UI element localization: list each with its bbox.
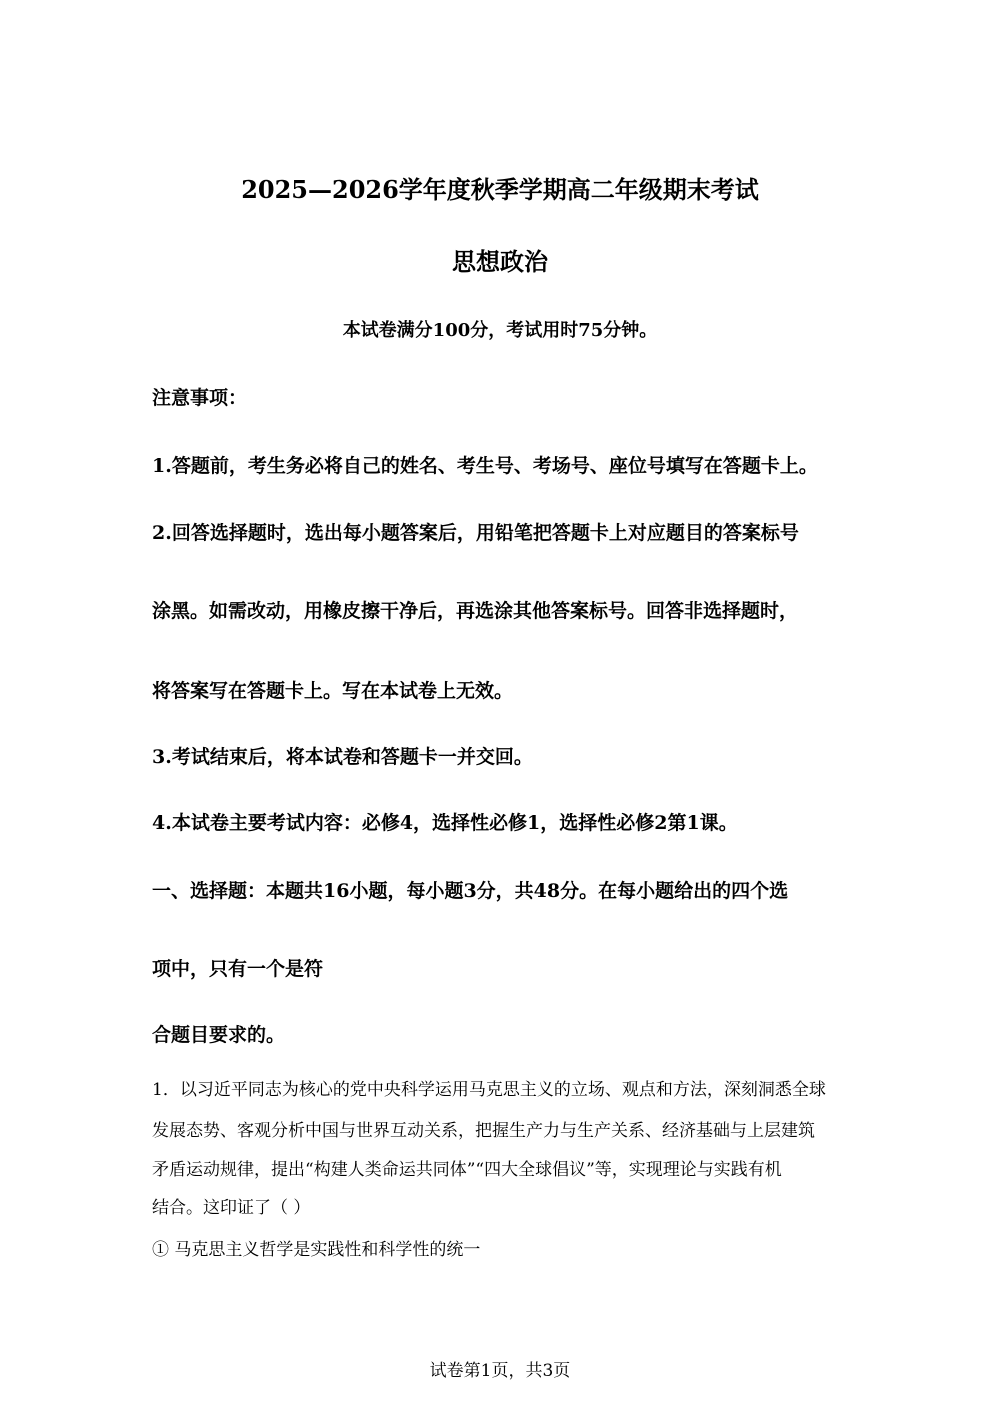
question-1-line-2: 发展态势、客观分析中国与世界互动关系，把握生产力与生产关系、经济基础与上层建筑 — [152, 1121, 815, 1141]
note-item-2-line-1: 2.回答选择题时，选出每小题答案后，用铅笔把答题卡上对应题目的答案标号 — [152, 522, 799, 544]
exam-title: 2025—2026学年度秋季学期高二年级期末考试 — [241, 175, 759, 204]
section-heading-line-1: 一、选择题：本题共16小题，每小题3分，共48分。在每小题给出的四个选 — [152, 880, 789, 902]
note-item-2-line-3: 将答案写在答题卡上。写在本试卷上无效。 — [152, 680, 514, 702]
exam-info: 本试卷满分100分，考试用时75分钟。 — [342, 320, 658, 341]
subject-title: 思想政治 — [452, 247, 548, 276]
question-1-line-4: 结合。这印证了（ ） — [152, 1198, 311, 1218]
section-heading-line-2: 项中，只有一个是符 — [152, 958, 324, 980]
question-1-line-1: 1．以习近平同志为核心的党中央科学运用马克思主义的立场、观点和方法，深刻洞悉全球 — [152, 1080, 826, 1100]
section-heading-line-3: 合题目要求的。 — [152, 1024, 286, 1046]
note-item-3: 3.考试结束后，将本试卷和答题卡一并交回。 — [152, 746, 533, 768]
note-item-4: 4.本试卷主要考试内容：必修4，选择性必修1，选择性必修2第1课。 — [152, 812, 738, 834]
question-1-line-3: 矛盾运动规律，提出“构建人类命运共同体”“四大全球倡议”等，实现理论与实践有机 — [152, 1160, 782, 1180]
note-item-1: 1.答题前，考生务必将自己的姓名、考生号、考场号、座位号填写在答题卡上。 — [152, 455, 818, 477]
page-footer: 试卷第1页，共3页 — [429, 1361, 571, 1381]
question-1-option-1: ① 马克思主义哲学是实践性和科学性的统一 — [152, 1240, 481, 1260]
notes-heading: 注意事项： — [152, 387, 248, 409]
note-item-2-line-2: 涂黑。如需改动，用橡皮擦干净后，再选涂其他答案标号。回答非选择题时， — [152, 600, 799, 622]
